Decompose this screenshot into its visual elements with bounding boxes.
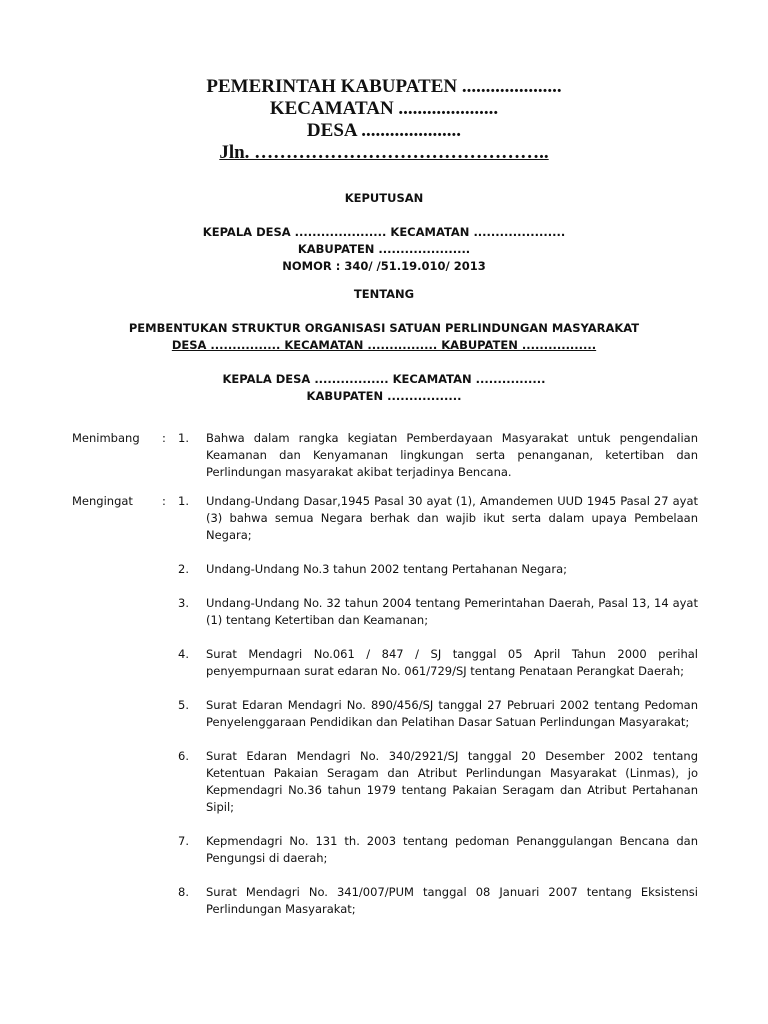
- menimbang-label: Menimbang: [72, 431, 140, 445]
- menimbang-section: [72, 430, 698, 481]
- decision-regency-line: KABUPATEN .....................: [297, 242, 471, 256]
- list-item: [178, 697, 698, 731]
- item-number: 8.: [178, 885, 189, 899]
- item-text: Undang-Undang No.3 tahun 2002 tentang Pertahanan Negara;: [206, 562, 567, 576]
- letterhead: [0, 76, 768, 164]
- subject-line-2: DESA ................ KECAMATAN ................ KABUPATEN .................: [171, 338, 597, 352]
- item-number: 1.: [178, 494, 189, 508]
- item-text: Kepmendagri No. 131 th. 2003 tentang pedoman Penanggulangan Bencana dan Pengungsi di daerah;: [206, 834, 698, 865]
- list-item: [178, 430, 698, 481]
- list-item: [178, 884, 698, 918]
- issuer-line-1: KEPALA DESA ................. KECAMATAN ................: [222, 372, 546, 386]
- item-number: 1.: [178, 431, 189, 445]
- item-number: 7.: [178, 834, 189, 848]
- item-number: 2.: [178, 562, 189, 576]
- subject-title: TENTANG: [353, 287, 415, 301]
- issuer-line-2: KABUPATEN .................: [306, 389, 462, 403]
- item-number: 3.: [178, 596, 189, 610]
- decision-number: NOMOR : 340/ /51.19.010/ 2013: [282, 259, 486, 273]
- item-text: Bahwa dalam rangka kegiatan Pemberdayaan Masyarakat untuk pengendalian Keamanan dan Kenyamanan lingkungan serta penanganan, ketertiban dan Perlindungan masyarakat akibat terjadinya Bencana.: [206, 431, 698, 479]
- decision-heading: [0, 190, 768, 275]
- item-number: 4.: [178, 647, 189, 661]
- item-text: Undang-Undang Dasar,1945 Pasal 30 ayat (1), Amandemen UUD 1945 Pasal 27 ayat (3) bahwa semua Negara berhak dan wajib ikut serta dalam upaya Pembelaan Negara;: [206, 494, 698, 542]
- subject-line-1: PEMBENTUKAN STRUKTUR ORGANISASI SATUAN PERLINDUNGAN MASYARAKAT: [128, 321, 640, 335]
- list-item: [178, 748, 698, 816]
- letterhead-government: PEMERINTAH KABUPATEN .....................: [206, 76, 562, 97]
- subject-heading: [0, 286, 768, 405]
- list-item: [178, 646, 698, 680]
- letterhead-address: Jln. ………………………………………..: [219, 142, 549, 163]
- item-text: Surat Mendagri No. 341/007/PUM tanggal 08 Januari 2007 tentang Eksistensi Perlindungan Masyarakat;: [206, 885, 698, 916]
- mengingat-section: [72, 493, 698, 918]
- item-text: Surat Edaran Mendagri No. 890/456/SJ tanggal 27 Pebruari 2002 tentang Pedoman Penyelenggaraan Pendidikan dan Pelatihan Dasar Satuan Perlindungan Masyarakat;: [206, 698, 698, 729]
- letterhead-district: KECAMATAN .....................: [269, 98, 499, 119]
- item-number: 5.: [178, 698, 189, 712]
- decision-title: KEPUTUSAN: [344, 191, 424, 205]
- list-item: [178, 833, 698, 867]
- decision-head-line: KEPALA DESA ..................... KECAMATAN .....................: [202, 225, 566, 239]
- item-text: Surat Mendagri No.061 / 847 / SJ tanggal 05 April Tahun 2000 perihal penyempurnaan surat edaran No. 061/729/SJ tentang Penataan Perangkat Daerah;: [206, 647, 698, 678]
- menimbang-colon: :: [162, 431, 166, 445]
- list-item: [178, 561, 698, 578]
- list-item: [178, 493, 698, 544]
- mengingat-colon: :: [162, 494, 166, 508]
- item-text: Surat Edaran Mendagri No. 340/2921/SJ tanggal 20 Desember 2002 tentang Ketentuan Pakaian Seragam dan Atribut Perlindungan Masyarakat (Linmas), jo Kepmendagri No.36 tahun 1979 tentang Pakaian Seragam dan Atribut Pertahanan Sipil;: [206, 749, 698, 814]
- mengingat-label: Mengingat: [72, 494, 133, 508]
- item-text: Undang-Undang No. 32 tahun 2004 tentang Pemerintahan Daerah, Pasal 13, 14 ayat (1) tentang Ketertiban dan Keamanan;: [206, 596, 698, 627]
- letterhead-village: DESA .....................: [306, 120, 462, 141]
- item-number: 6.: [178, 749, 189, 763]
- list-item: [178, 595, 698, 629]
